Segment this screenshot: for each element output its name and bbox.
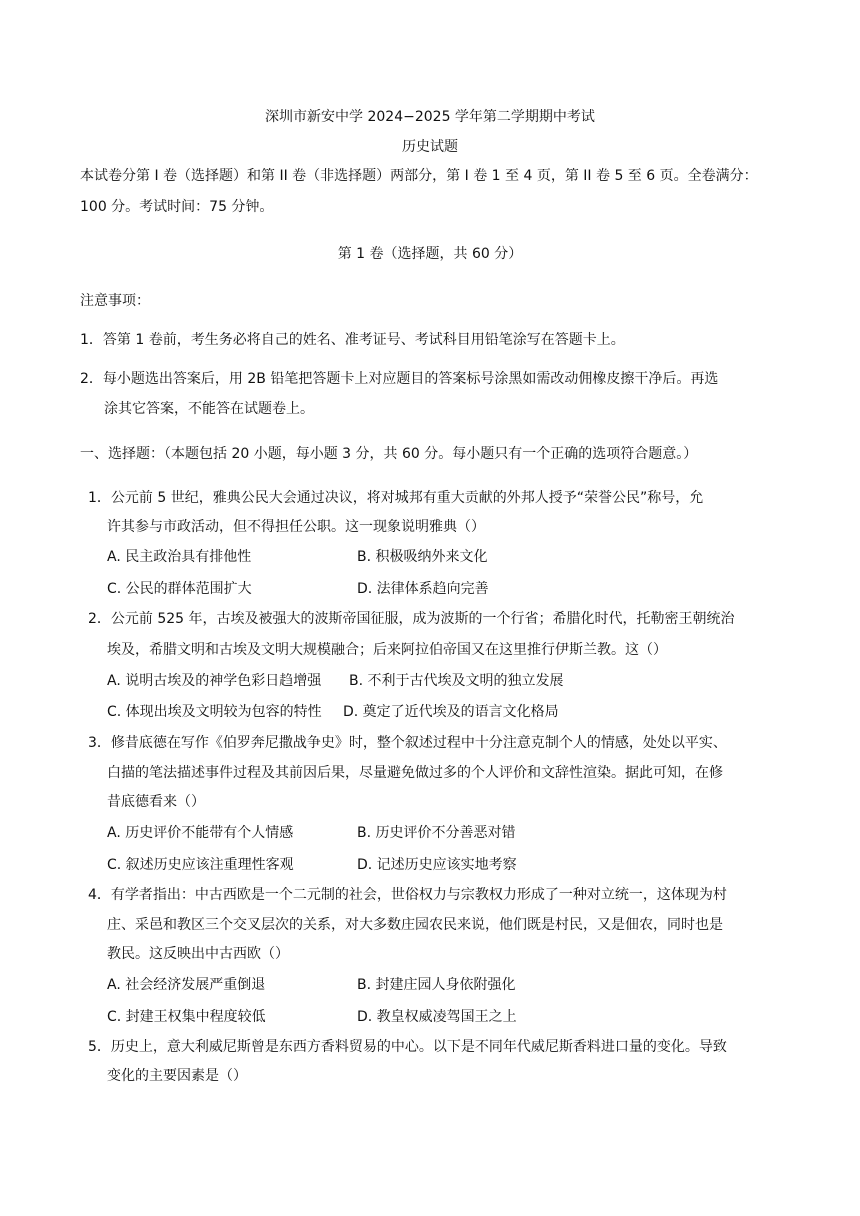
intro-line-2: 100 分。考试时间：75 分钟。 [80, 199, 274, 215]
question-1-option-c: C. 公民的群体范围扩大 [107, 581, 252, 597]
question-2-option-b: B. 不利于古代埃及文明的独立发展 [349, 673, 564, 689]
notice-item-1: 1．答第 1 卷前，考生务必将自己的姓名、准考证号、考试科目用铅笔涂写在答题卡上。 [80, 332, 625, 348]
question-2-line-1: 2．公元前 525 年，古埃及被强大的波斯帝国征服，成为波斯的一个行省；希腊化时代，托勒密王朝统治 [88, 611, 735, 627]
question-1-line-2: 许其参与市政活动，但不得担任公职。这一现象说明雅典（） [107, 519, 485, 535]
question-3-option-a: A. 历史评价不能带有个人情感 [107, 825, 294, 841]
question-3-line-3: 昔底德看来（） [107, 794, 205, 810]
question-3-line-2: 白描的笔法描述事件过程及其前因后果，尽量避免做过多的个人评价和文辞性渲染。据此可知，在修 [107, 765, 723, 781]
question-5-line-1: 5．历史上，意大利威尼斯曾是东西方香料贸易的中心。以下是不同年代威尼斯香料进口量的变化。导致 [88, 1039, 727, 1055]
question-4-line-2: 庄、采邑和教区三个交叉层次的关系，对大多数庄园农民来说，他们既是村民，又是佃农，同时也是 [107, 917, 723, 933]
question-4-option-a: A. 社会经济发展严重倒退 [107, 977, 266, 993]
question-2-option-c: C. 体现出埃及文明较为包容的特性 [107, 704, 322, 720]
exam-subtitle: 历史试题 [402, 139, 458, 155]
notice-item-2-line-1: 2．每小题选出答案后，用 2B 铅笔把答题卡上对应题目的答案标号涂黑如需改动佣橡皮擦干净后。再选 [80, 371, 719, 387]
exam-title: 深圳市新安中学 2024−2025 学年第二学期期中考试 [265, 109, 595, 125]
question-1-line-1: 1．公元前 5 世纪，雅典公民大会通过决议，将对城邦有重大贡献的外邦人授予“荣誉公民”称号，允 [88, 490, 704, 506]
question-2-option-d: D. 奠定了近代埃及的语言文化格局 [343, 704, 559, 720]
intro-line-1: 本试卷分第 I 卷（选择题）和第 II 卷（非选择题）两部分，第 I 卷 1 至 4 页，第 II 卷 5 至 6 页。全卷满分： [80, 168, 758, 184]
question-5-line-2: 变化的主要因素是（） [107, 1068, 247, 1084]
question-1-option-a: A. 民主政治具有排他性 [107, 549, 252, 565]
question-3-option-d: D. 记述历史应该实地考察 [357, 857, 517, 873]
question-1-option-d: D. 法律体系趋向完善 [357, 581, 489, 597]
question-4-line-3: 教民。这反映出中古西欧（） [107, 946, 289, 962]
question-4-option-d: D. 教皇权威凌驾国王之上 [357, 1009, 517, 1025]
question-3-option-c: C. 叙述历史应该注重理性客观 [107, 857, 294, 873]
question-4-option-b: B. 封建庄园人身依附强化 [357, 977, 516, 993]
part-heading: 一、选择题：（本题包括 20 小题，每小题 3 分，共 60 分。每小题只有一个正确的选项符合题意。） [80, 446, 698, 462]
question-4-option-c: C. 封建王权集中程度较低 [107, 1009, 266, 1025]
question-4-line-1: 4．有学者指出：中古西欧是一个二元制的社会，世俗权力与宗教权力形成了一种对立统一，这体现为村 [88, 887, 727, 903]
notice-item-2-line-2: 涂其它答案，不能答在试题卷上。 [104, 401, 314, 417]
question-1-option-b: B. 积极吸纳外来文化 [357, 549, 488, 565]
section-title: 第 1 卷（选择题，共 60 分） [337, 246, 523, 262]
question-3-line-1: 3．修昔底德在写作《伯罗奔尼撒战争史》时，整个叙述过程中十分注意克制个人的情感，处处以平实、 [88, 735, 727, 751]
notice-heading: 注意事项： [80, 293, 150, 309]
question-2-option-a: A. 说明古埃及的神学色彩日趋增强 [107, 673, 322, 689]
question-3-option-b: B. 历史评价不分善恶对错 [357, 825, 516, 841]
question-2-line-2: 埃及，希腊文明和古埃及文明大规模融合；后来阿拉伯帝国又在这里推行伊斯兰教。这（） [107, 642, 667, 658]
